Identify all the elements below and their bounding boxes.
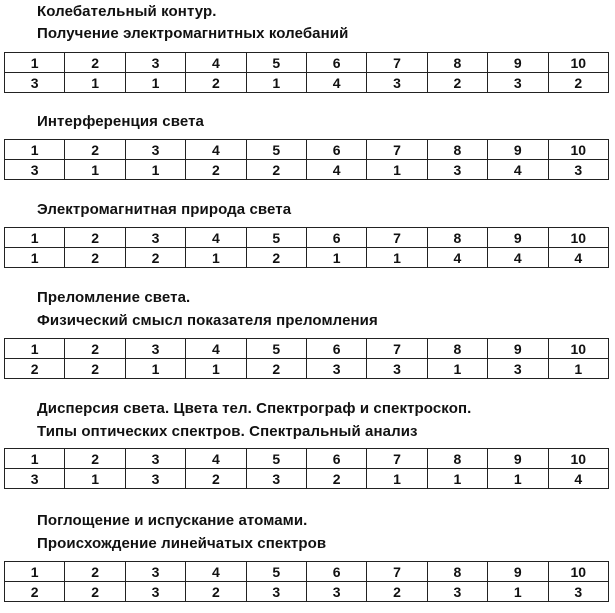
question-number: 10 bbox=[548, 339, 608, 359]
answers-table bbox=[4, 52, 609, 93]
answers-table bbox=[4, 338, 609, 379]
question-number: 10 bbox=[548, 228, 608, 248]
answer-cell: 1 bbox=[65, 469, 125, 489]
section-subheading: Происхождение линейчатых спектров bbox=[37, 535, 327, 552]
answer-cell: 3 bbox=[427, 160, 487, 180]
question-number: 7 bbox=[367, 562, 427, 582]
answer-row bbox=[5, 582, 609, 602]
answer-cell: 1 bbox=[186, 248, 246, 268]
answer-cell: 1 bbox=[125, 359, 185, 379]
answer-cell: 3 bbox=[5, 160, 65, 180]
answer-cell: 3 bbox=[125, 469, 185, 489]
question-number: 8 bbox=[427, 53, 487, 73]
question-number: 9 bbox=[488, 228, 548, 248]
answer-cell: 2 bbox=[246, 359, 306, 379]
section-heading: Преломление света. bbox=[37, 289, 191, 306]
section-subheading: Типы оптических спектров. Спектральный анализ bbox=[37, 423, 418, 440]
question-number: 6 bbox=[306, 562, 366, 582]
answer-cell: 3 bbox=[548, 160, 608, 180]
question-number: 8 bbox=[427, 140, 487, 160]
question-number: 3 bbox=[125, 228, 185, 248]
answer-cell: 3 bbox=[548, 582, 608, 602]
question-number: 1 bbox=[5, 140, 65, 160]
answer-cell: 1 bbox=[367, 248, 427, 268]
answer-cell: 1 bbox=[125, 73, 185, 93]
answer-cell: 1 bbox=[65, 160, 125, 180]
question-number: 2 bbox=[65, 449, 125, 469]
question-number: 4 bbox=[186, 140, 246, 160]
answer-cell: 2 bbox=[65, 248, 125, 268]
question-number: 4 bbox=[186, 228, 246, 248]
question-number: 8 bbox=[427, 339, 487, 359]
question-number: 1 bbox=[5, 449, 65, 469]
section-heading: Поглощение и испускание атомами. bbox=[37, 512, 308, 529]
answer-cell: 2 bbox=[125, 248, 185, 268]
question-number: 8 bbox=[427, 449, 487, 469]
answer-cell: 4 bbox=[306, 73, 366, 93]
section-heading: Электромагнитная природа света bbox=[37, 201, 292, 218]
answer-cell: 4 bbox=[427, 248, 487, 268]
answers-table bbox=[4, 139, 609, 180]
answer-cell: 3 bbox=[246, 469, 306, 489]
question-number: 2 bbox=[65, 339, 125, 359]
answer-cell: 3 bbox=[306, 359, 366, 379]
question-number: 9 bbox=[488, 449, 548, 469]
question-number: 1 bbox=[5, 562, 65, 582]
answer-cell: 4 bbox=[306, 160, 366, 180]
answer-cell: 3 bbox=[125, 582, 185, 602]
answer-cell: 1 bbox=[367, 469, 427, 489]
question-number: 2 bbox=[65, 228, 125, 248]
question-number: 4 bbox=[186, 53, 246, 73]
question-number: 5 bbox=[246, 339, 306, 359]
question-number: 3 bbox=[125, 562, 185, 582]
question-number: 7 bbox=[367, 339, 427, 359]
question-number: 1 bbox=[5, 228, 65, 248]
question-number: 2 bbox=[65, 562, 125, 582]
answer-row bbox=[5, 73, 609, 93]
question-number: 4 bbox=[186, 562, 246, 582]
answer-cell: 4 bbox=[488, 160, 548, 180]
answer-cell: 3 bbox=[367, 73, 427, 93]
question-number: 7 bbox=[367, 228, 427, 248]
question-number: 5 bbox=[246, 562, 306, 582]
section-subheading: Физический смысл показателя преломления bbox=[37, 312, 378, 329]
question-number-row bbox=[5, 140, 609, 160]
question-number: 7 bbox=[367, 53, 427, 73]
answer-cell: 1 bbox=[488, 582, 548, 602]
answer-cell: 2 bbox=[186, 582, 246, 602]
answer-cell: 3 bbox=[306, 582, 366, 602]
answers-table bbox=[4, 561, 609, 602]
question-number: 6 bbox=[306, 449, 366, 469]
question-number-row bbox=[5, 339, 609, 359]
question-number-row bbox=[5, 228, 609, 248]
question-number: 10 bbox=[548, 140, 608, 160]
question-number: 9 bbox=[488, 53, 548, 73]
question-number: 10 bbox=[548, 449, 608, 469]
question-number: 5 bbox=[246, 140, 306, 160]
question-number-row bbox=[5, 449, 609, 469]
question-number: 2 bbox=[65, 53, 125, 73]
question-number: 6 bbox=[306, 339, 366, 359]
question-number: 8 bbox=[427, 562, 487, 582]
question-number: 9 bbox=[488, 140, 548, 160]
answer-row bbox=[5, 469, 609, 489]
question-number: 9 bbox=[488, 339, 548, 359]
answer-cell: 1 bbox=[427, 359, 487, 379]
answer-cell: 2 bbox=[246, 160, 306, 180]
question-number-row bbox=[5, 53, 609, 73]
question-number: 9 bbox=[488, 562, 548, 582]
question-number: 5 bbox=[246, 228, 306, 248]
section-subheading: Получение электромагнитных колебаний bbox=[37, 25, 349, 42]
answer-cell: 1 bbox=[125, 160, 185, 180]
answer-cell: 4 bbox=[548, 248, 608, 268]
answer-cell: 1 bbox=[5, 248, 65, 268]
question-number: 8 bbox=[427, 228, 487, 248]
answer-cell: 3 bbox=[427, 582, 487, 602]
answer-cell: 2 bbox=[246, 248, 306, 268]
answer-cell: 1 bbox=[306, 248, 366, 268]
question-number: 5 bbox=[246, 53, 306, 73]
answer-cell: 1 bbox=[488, 469, 548, 489]
answer-cell: 2 bbox=[427, 73, 487, 93]
question-number: 4 bbox=[186, 339, 246, 359]
answer-cell: 2 bbox=[65, 582, 125, 602]
answer-cell: 3 bbox=[367, 359, 427, 379]
answer-cell: 4 bbox=[548, 469, 608, 489]
answer-row bbox=[5, 160, 609, 180]
answer-cell: 3 bbox=[488, 73, 548, 93]
section-heading: Дисперсия света. Цвета тел. Спектрограф и спектроскоп. bbox=[37, 400, 472, 417]
question-number-row bbox=[5, 562, 609, 582]
answer-cell: 2 bbox=[5, 582, 65, 602]
answer-cell: 3 bbox=[5, 73, 65, 93]
question-number: 3 bbox=[125, 449, 185, 469]
question-number: 2 bbox=[65, 140, 125, 160]
answer-cell: 2 bbox=[186, 73, 246, 93]
question-number: 10 bbox=[548, 562, 608, 582]
question-number: 6 bbox=[306, 228, 366, 248]
question-number: 1 bbox=[5, 339, 65, 359]
answer-cell: 2 bbox=[186, 469, 246, 489]
question-number: 5 bbox=[246, 449, 306, 469]
answer-cell: 2 bbox=[65, 359, 125, 379]
answers-table bbox=[4, 448, 609, 489]
question-number: 7 bbox=[367, 449, 427, 469]
question-number: 10 bbox=[548, 53, 608, 73]
answer-cell: 2 bbox=[5, 359, 65, 379]
answer-row bbox=[5, 248, 609, 268]
answer-cell: 3 bbox=[488, 359, 548, 379]
answers-table bbox=[4, 227, 609, 268]
question-number: 3 bbox=[125, 53, 185, 73]
answer-cell: 2 bbox=[186, 160, 246, 180]
answer-cell: 3 bbox=[5, 469, 65, 489]
answer-cell: 1 bbox=[65, 73, 125, 93]
section-heading: Интерференция света bbox=[37, 113, 204, 130]
answer-cell: 2 bbox=[306, 469, 366, 489]
question-number: 6 bbox=[306, 53, 366, 73]
section-heading: Колебательный контур. bbox=[37, 3, 217, 20]
question-number: 4 bbox=[186, 449, 246, 469]
answer-cell: 1 bbox=[427, 469, 487, 489]
answer-cell: 4 bbox=[488, 248, 548, 268]
question-number: 6 bbox=[306, 140, 366, 160]
question-number: 3 bbox=[125, 140, 185, 160]
question-number: 3 bbox=[125, 339, 185, 359]
answer-row bbox=[5, 359, 609, 379]
answer-cell: 3 bbox=[246, 582, 306, 602]
question-number: 7 bbox=[367, 140, 427, 160]
answer-cell: 1 bbox=[548, 359, 608, 379]
answer-cell: 1 bbox=[367, 160, 427, 180]
answer-cell: 1 bbox=[186, 359, 246, 379]
question-number: 1 bbox=[5, 53, 65, 73]
answer-cell: 2 bbox=[548, 73, 608, 93]
answer-cell: 1 bbox=[246, 73, 306, 93]
answer-cell: 2 bbox=[367, 582, 427, 602]
